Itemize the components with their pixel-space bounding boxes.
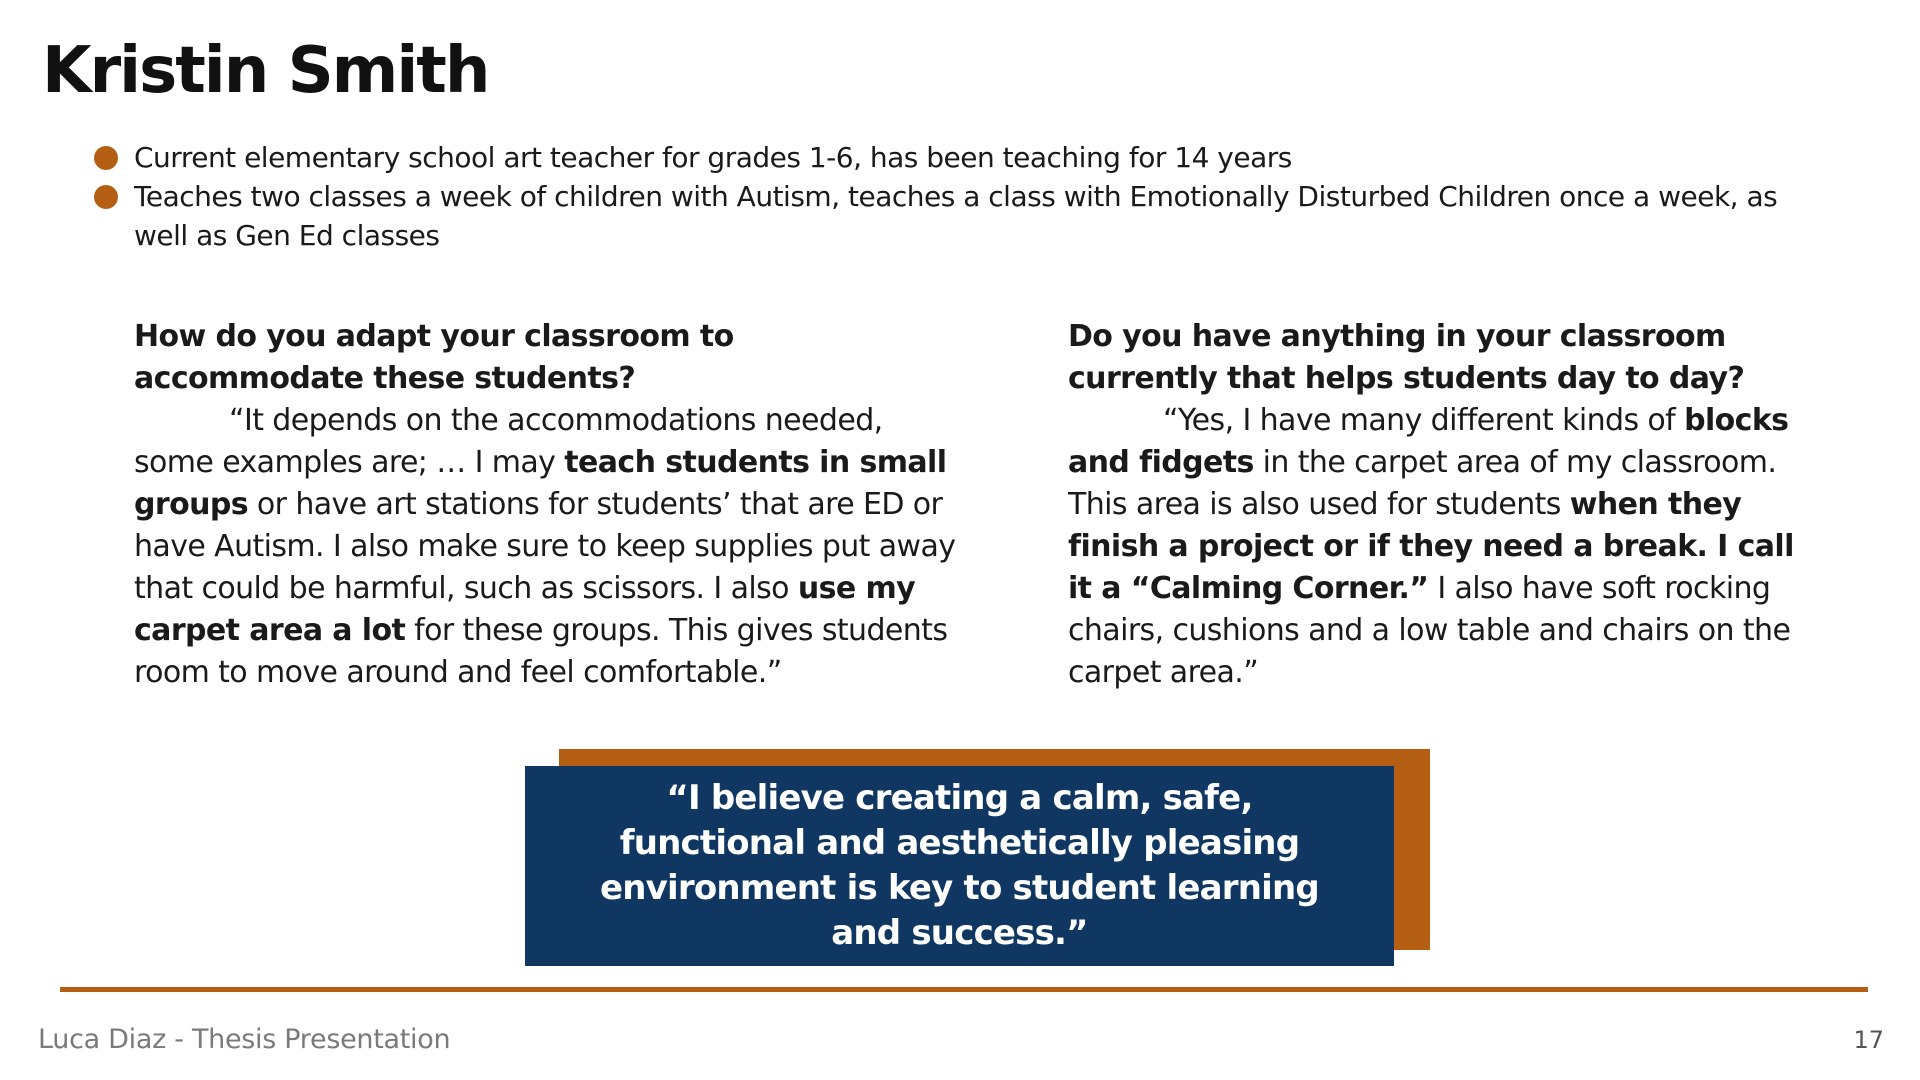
interview-left-column <box>134 316 964 694</box>
footer-divider <box>60 987 1868 992</box>
answer-emphasis: blocks and fidgets <box>1068 403 1789 480</box>
answer-text: “Yes, I have many different kinds of <box>1163 403 1685 438</box>
bullet-text: Teaches two classes a week of children with Autism, teaches a class with Emotionally Disturbed Children once a week, as well as Gen Ed classes <box>134 180 1778 252</box>
page-number: 17 <box>1853 1026 1884 1054</box>
bullet-text: Current elementary school art teacher for grades 1-6, has been teaching for 14 years <box>134 141 1292 174</box>
interview-right-column <box>1068 316 1798 694</box>
interview-answer <box>1068 400 1798 694</box>
bullet-dot-icon <box>94 146 118 170</box>
answer-text: or have art stations for students’ that are ED or have Autism. I also make sure to keep supplies put away that could be harmful, such as scissors. I also <box>134 487 956 606</box>
bullet-item <box>94 177 1814 255</box>
answer-emphasis: use my carpet area a lot <box>134 571 916 648</box>
bullet-item <box>94 138 1814 177</box>
bullet-dot-icon <box>94 185 118 209</box>
bullet-list <box>94 138 1814 255</box>
interview-answer <box>134 400 964 694</box>
pull-quote: “I believe creating a calm, safe, functional and aesthetically pleasing environment is key to student learning and success.” <box>600 778 1319 953</box>
answer-emphasis: teach students in small groups <box>134 445 947 522</box>
footer-presentation-label: Luca Diaz - Thesis Presentation <box>38 1024 451 1055</box>
answer-text: I also have soft rocking chairs, cushions and a low table and chairs on the carpet area.” <box>1068 571 1791 690</box>
answer-text: in the carpet area of my classroom. This area is also used for students <box>1068 445 1777 522</box>
quote-box <box>525 766 1394 966</box>
interview-question: How do you adapt your classroom to accommodate these students? <box>134 319 734 396</box>
slide-title: Kristin Smith <box>42 34 489 108</box>
answer-text: “It depends on the accommodations needed, some examples are; … I may <box>134 403 883 480</box>
answer-text: for these groups. This gives students room to move around and feel comfortable.” <box>134 613 948 690</box>
answer-emphasis: when they finish a project or if they need a break. I call it a “Calming Corner.” <box>1068 487 1794 606</box>
interview-question: Do you have anything in your classroom currently that helps students day to day? <box>1068 319 1745 396</box>
